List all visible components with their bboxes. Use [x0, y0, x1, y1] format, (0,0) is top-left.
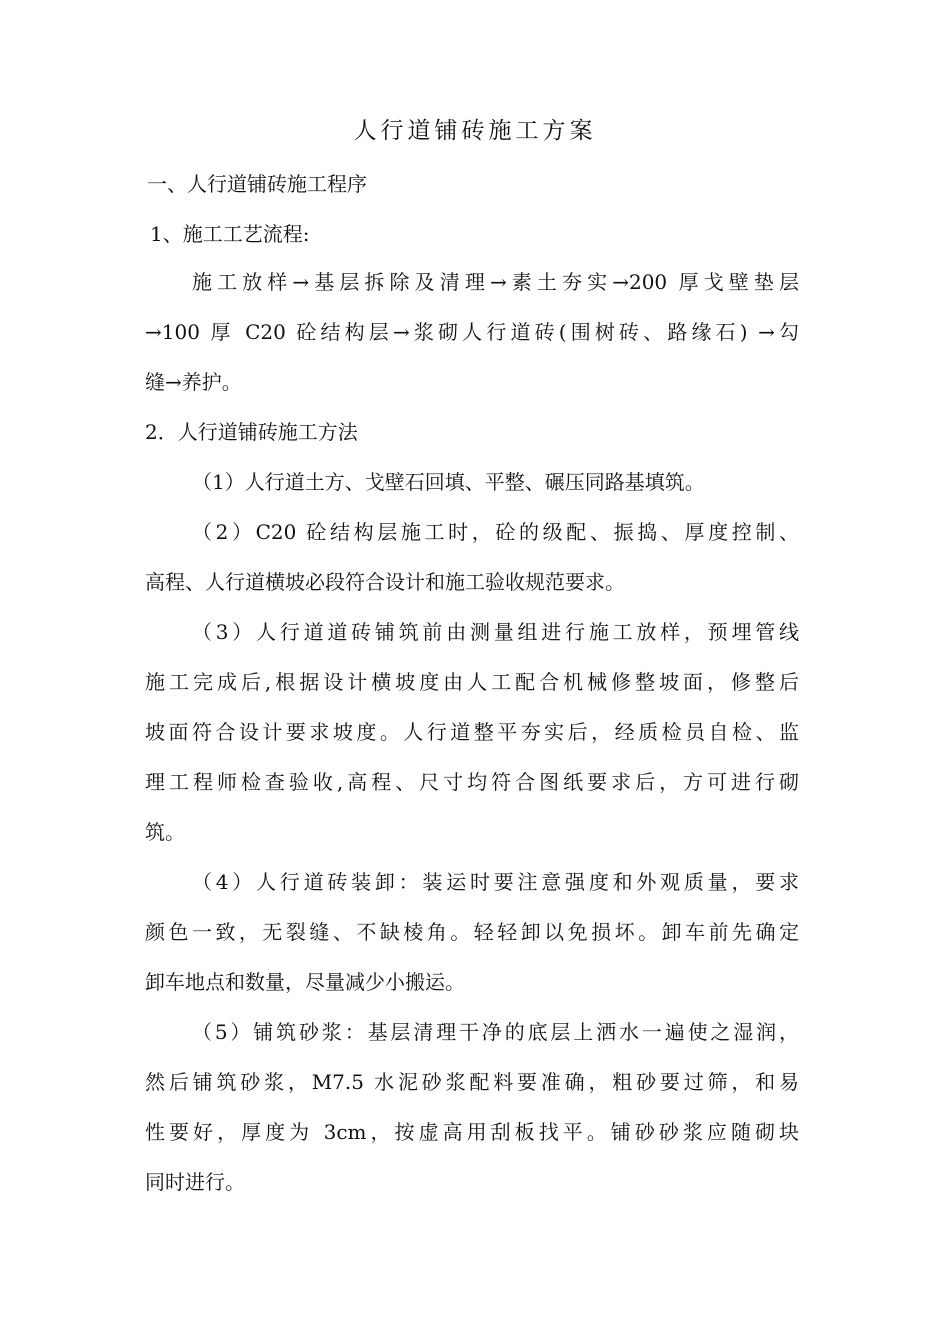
- paragraph-line: （1）人行道土方、戈壁石回填、平整、碾压同路基填筑。: [192, 470, 705, 494]
- paragraph-line: 颜色一致，无裂缝、不缺棱角。轻轻卸以免损坏。卸车前先确定: [145, 920, 799, 944]
- paragraph-line: 卸车地点和数量，尽量减少小搬运。: [145, 970, 465, 994]
- paragraph-line: 高程、人行道横坡必段符合设计和施工验收规范要求。: [145, 570, 625, 594]
- paragraph-line: 施工完成后,根据设计横坡度由人工配合机械修整坡面，修整后: [145, 670, 799, 694]
- section-heading: 一、人行道铺砖施工程序: [147, 172, 367, 196]
- subsection-heading: 2．人行道铺砖施工方法: [145, 420, 358, 444]
- paragraph-line: 同时进行。: [145, 1170, 245, 1194]
- document-title: 人行道铺砖施工方案: [353, 118, 597, 144]
- paragraph-line: （5）铺筑砂浆：基层清理干净的底层上洒水一遍使之湿润，: [192, 1020, 799, 1044]
- paragraph-line: 施工放样→基层拆除及清理→素土夯实→200 厚戈壁垫层: [192, 270, 799, 294]
- paragraph-line: （2）C20 砼结构层施工时，砼的级配、振捣、厚度控制、: [192, 520, 799, 544]
- paragraph-line: 理工程师检查验收,高程、尺寸均符合图纸要求后，方可进行砌: [145, 770, 799, 794]
- subsection-heading: 1、施工工艺流程:: [150, 222, 310, 246]
- paragraph-line: （3）人行道道砖铺筑前由测量组进行施工放样，预埋管线: [192, 620, 799, 644]
- paragraph-line: →100 厚 C20 砼结构层→浆砌人行道砖(围树砖、路缘石) →勾: [145, 320, 799, 344]
- paragraph-line: （4）人行道砖装卸：装运时要注意强度和外观质量，要求: [192, 870, 799, 894]
- paragraph-line: 坡面符合设计要求坡度。人行道整平夯实后，经质检员自检、监: [145, 720, 799, 744]
- paragraph-line: 性要好，厚度为 3cm，按虚高用刮板找平。铺砂砂浆应随砌块: [145, 1120, 799, 1144]
- paragraph-line: 筑。: [145, 820, 185, 844]
- paragraph-line: 缝→养护。: [145, 370, 242, 394]
- paragraph-line: 然后铺筑砂浆，M7.5 水泥砂浆配料要准确，粗砂要过筛，和易: [145, 1070, 799, 1094]
